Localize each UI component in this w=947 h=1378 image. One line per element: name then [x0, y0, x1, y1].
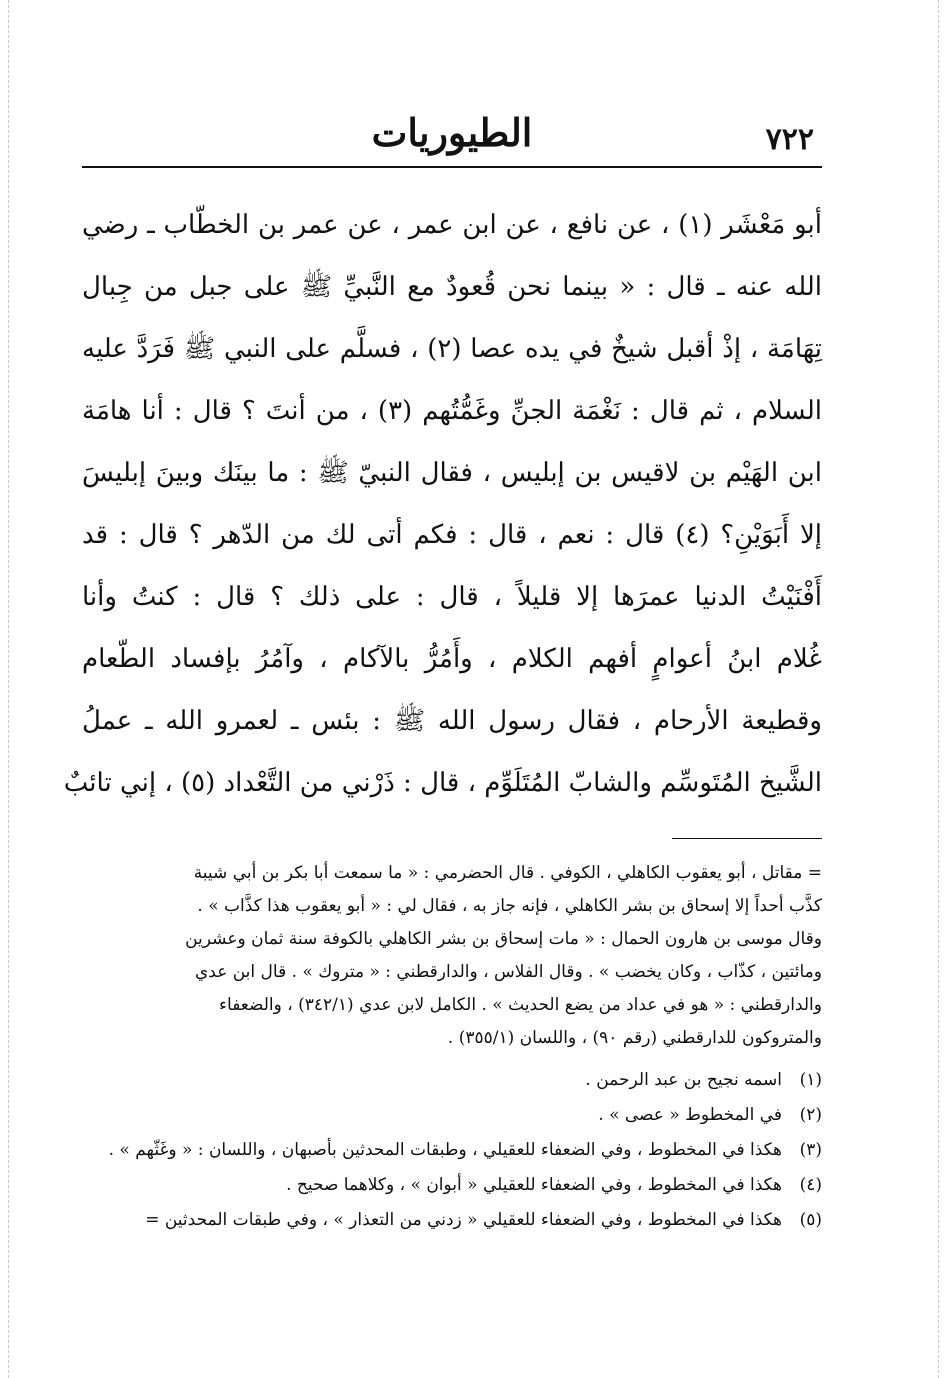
note-line: وقال موسى بن هارون الحمال : « مات إسحاق بن بشر الكاهلي بالكوفة سنة ثمان وعشرين — [185, 929, 822, 949]
text-line: الشَّيخ المُتَوسِّم والشابّ المُتَلَوِّم ، قال : ذَرْني من التَّعْداد (٥) ، إني تائبٌ — [63, 768, 822, 798]
note-line: والمتروكون للدارقطني (رقم ٩٠) ، واللسان (٣٥٥/١) . — [447, 1028, 822, 1048]
text-line: أَفْنَيْتُ الدنيا عمرَها إلا قليلاً ، قال : على ذلك ؟ قال : كنتُ وأنا — [82, 582, 822, 612]
text-line: غُلام ابنُ أعوامٍ أفهم الكلام ، وأَمُرُّ بالآكام ، وآمُرُ بإفساد الطّعام — [82, 644, 822, 674]
main-text — [63, 194, 823, 814]
footnote-text: في المخطوط « عصى » . — [598, 1105, 782, 1125]
text-line: إلا أَبَوَيْنِ؟ (٤) قال : نعم ، قال : فكم أتى لك من الدّهر ؟ قال : قد — [82, 520, 822, 550]
footnote-number: (٤) — [799, 1175, 822, 1195]
page-number: ٧٢٢ — [765, 122, 814, 157]
footnote-number: (٢) — [799, 1105, 822, 1125]
note-line: = مقاتل ، أبو يعقوب الكاهلي ، الكوفي . قال الحضرمي : « ما سمعت أبا بكر بن أبي شيبة — [193, 863, 822, 883]
text-line: الله عنه ـ قال : « بينما نحن قُعودٌ مع النَّبيِّ ﷺ على جبل من جِبال — [82, 272, 822, 302]
text-line: تِهَامَة ، إذْ أقبل شيخٌ في يده عصا (٢) ، فسلَّم على النبي ﷺ فَرَدَّ عليه — [82, 334, 823, 364]
text-line: وقطيعة الأرحام ، فقال رسول الله ﷺ : بئس ـ لعمرو الله ـ عملُ — [82, 706, 822, 736]
footnote-item — [82, 1168, 822, 1203]
book-page — [63, 100, 823, 1238]
footnote-number: (١) — [799, 1070, 822, 1090]
text-line: أبو مَعْشَر (١) ، عن نافع ، عن ابن عمر ، عن عمر بن الخطّاب ـ رضي — [82, 210, 822, 240]
footnote-separator — [672, 838, 822, 839]
footnote-item — [82, 1063, 822, 1098]
running-title: الطيوريات — [371, 110, 533, 155]
note-line: كذَّب أحداً إلا إسحاق بن بشر الكاهلي ، فإنه جاز به ، فقال لي : « أبو يعقوب هذا كذَّاب » . — [197, 896, 822, 916]
footnote-text: هكذا في المخطوط ، وفي الضعفاء للعقيلي ، وطبقات المحدثين بأصبهان ، واللسان : « وغَثّهم » . — [108, 1140, 782, 1160]
note-line: ومائتين ، كذّاب ، وكان يخضب » . وقال الفلاس ، والدارقطني : « متروك » . قال ابن عدي — [194, 962, 822, 982]
text-line: ابن الهَيْم بن لاقيس بن إبليس ، فقال النبيّ ﷺ : ما بينَك وبينَ إبليسَ — [82, 458, 822, 488]
footnote-number: (٥) — [799, 1210, 822, 1230]
footnote-list — [82, 1063, 822, 1238]
page-header — [82, 100, 822, 168]
footnotes-area — [82, 857, 822, 1238]
footnote-text: هكذا في المخطوط ، وفي الضعفاء للعقيلي « زدني من التعذار » ، وفي طبقات المحدثين = — [145, 1210, 782, 1230]
continued-footnote — [82, 857, 822, 1055]
scan-edge-left — [8, 0, 9, 1378]
footnote-number: (٣) — [799, 1140, 822, 1160]
footnote-item — [82, 1098, 822, 1133]
text-line: السلام ، ثم قال : نَغْمَة الجنِّ وغَمُّتُهم (٣) ، من أنتَ ؟ قال : أنا هامَة — [82, 396, 823, 426]
footnote-text: هكذا في المخطوط ، وفي الضعفاء للعقيلي « أبوان » ، وكلاهما صحيح . — [286, 1175, 782, 1195]
scan-edge-right — [938, 0, 939, 1378]
footnote-item — [82, 1133, 822, 1168]
note-line: والدارقطني : « هو في عداد من يضع الحديث » . الكامل لابن عدي (٣٤٢/١) ، والضعفاء — [219, 995, 822, 1015]
footnote-item — [82, 1203, 822, 1238]
footnote-text: اسمه نجيح بن عبد الرحمن . — [585, 1070, 782, 1090]
